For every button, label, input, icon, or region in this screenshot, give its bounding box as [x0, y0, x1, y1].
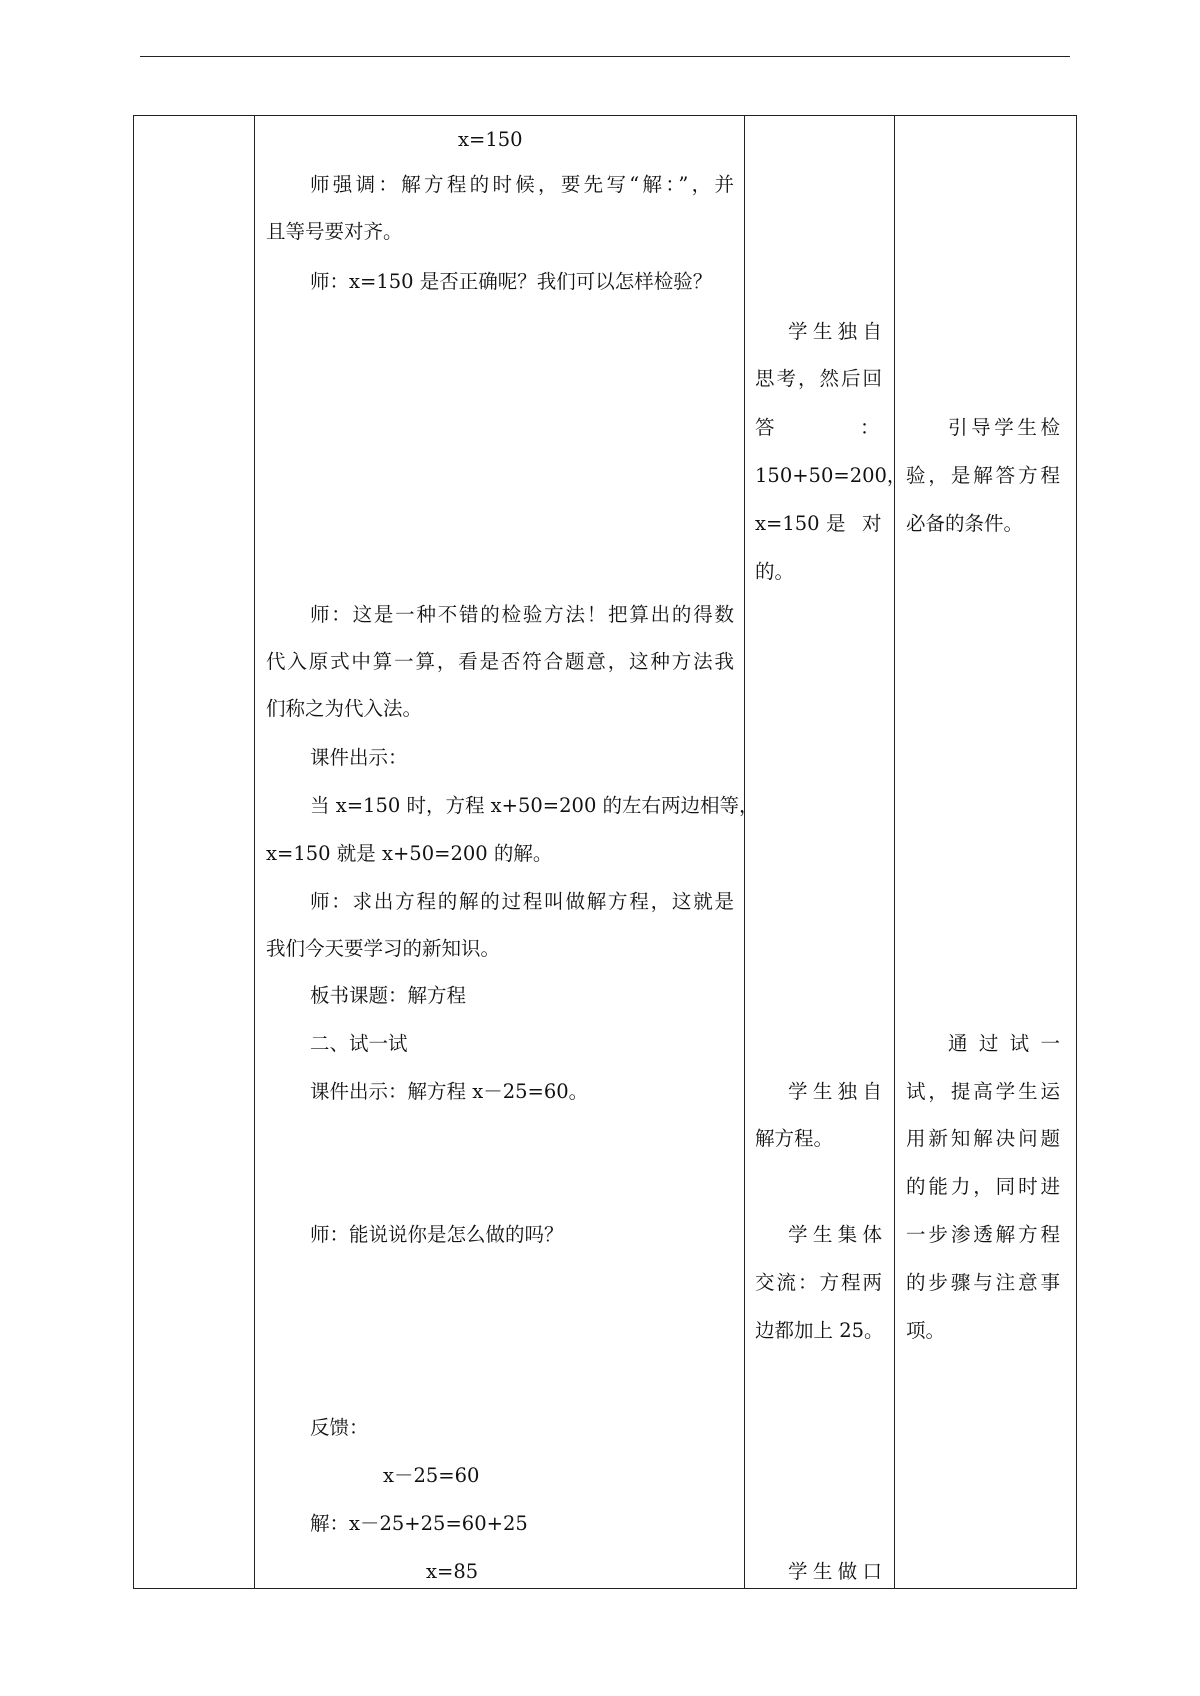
text-line: 师：能说说你是怎么做的吗？: [310, 1223, 564, 1246]
text-line: 答: [755, 416, 775, 439]
text-line: 代入原式中算一算，看是否符合题意，这种方法我: [266, 650, 734, 673]
column-divider-3: [894, 116, 895, 1588]
text-line: 的能力，同时进: [906, 1175, 1060, 1198]
header-rule: [140, 56, 1070, 57]
text-line: 对: [862, 512, 882, 535]
text-line: ：: [860, 416, 880, 439]
text-line: 师强调：解方程的时候，要先写“解：”，并: [310, 173, 734, 196]
text-line: 是: [826, 512, 846, 535]
text-line: 试，提高学生运: [906, 1080, 1060, 1103]
text-line: 学生做口: [788, 1560, 882, 1583]
text-line: 必备的条件。: [906, 512, 1024, 535]
text-line: 课件出示：解方程 x－25=60。: [310, 1080, 589, 1103]
text-line: 150+50=200，: [755, 464, 907, 487]
text-line: 项。: [906, 1319, 946, 1342]
text-line: 引导学生检: [948, 416, 1060, 439]
text-line: 学生独自: [788, 320, 882, 343]
text-line: 验，是解答方程: [906, 464, 1060, 487]
text-line: 师：这是一种不错的检验方法！把算出的得数: [310, 603, 734, 626]
text-line: 边都加上 25。: [755, 1319, 884, 1342]
text-line: 一步渗透解方程: [906, 1223, 1060, 1246]
text-line: 我们今天要学习的新知识。: [266, 937, 501, 960]
equation-line: x=150: [458, 128, 523, 151]
equation-line: 解：x－25+25=60+25: [310, 1512, 528, 1535]
text-line: x=150: [755, 512, 820, 535]
text-line: 用新知解决问题: [906, 1127, 1060, 1150]
text-line: 通过试一: [948, 1032, 1060, 1055]
text-line: 们称之为代入法。: [266, 697, 423, 720]
text-line: 解方程。: [755, 1127, 834, 1150]
equation-line: x－25=60: [383, 1464, 480, 1487]
text-line: 反馈：: [310, 1416, 369, 1439]
equation-line: x=85: [426, 1560, 479, 1583]
text-line: 师：求出方程的解的过程叫做解方程，这就是: [310, 890, 734, 913]
column-divider-1: [254, 116, 255, 1588]
text-line: x=150 就是 x+50=200 的解。: [266, 842, 553, 865]
text-line: 学生集体: [788, 1223, 882, 1246]
text-line: 交流：方程两: [755, 1271, 882, 1294]
section-heading: 二、试一试: [310, 1032, 408, 1055]
column-divider-2: [744, 116, 745, 1588]
text-line: 课件出示：: [310, 746, 408, 769]
text-line: 师：x=150 是否正确呢？我们可以怎样检验？: [310, 270, 713, 293]
text-line: 的步骤与注意事: [906, 1271, 1060, 1294]
text-line: 学生独自: [788, 1080, 882, 1103]
text-line: 且等号要对齐。: [266, 220, 403, 243]
text-line: 思考，然后回: [755, 367, 882, 390]
text-line: 板书课题：解方程: [310, 984, 467, 1007]
text-line: 的。: [755, 560, 795, 583]
text-line: 当 x=150 时，方程 x+50=200 的左右两边相等，: [310, 794, 759, 817]
